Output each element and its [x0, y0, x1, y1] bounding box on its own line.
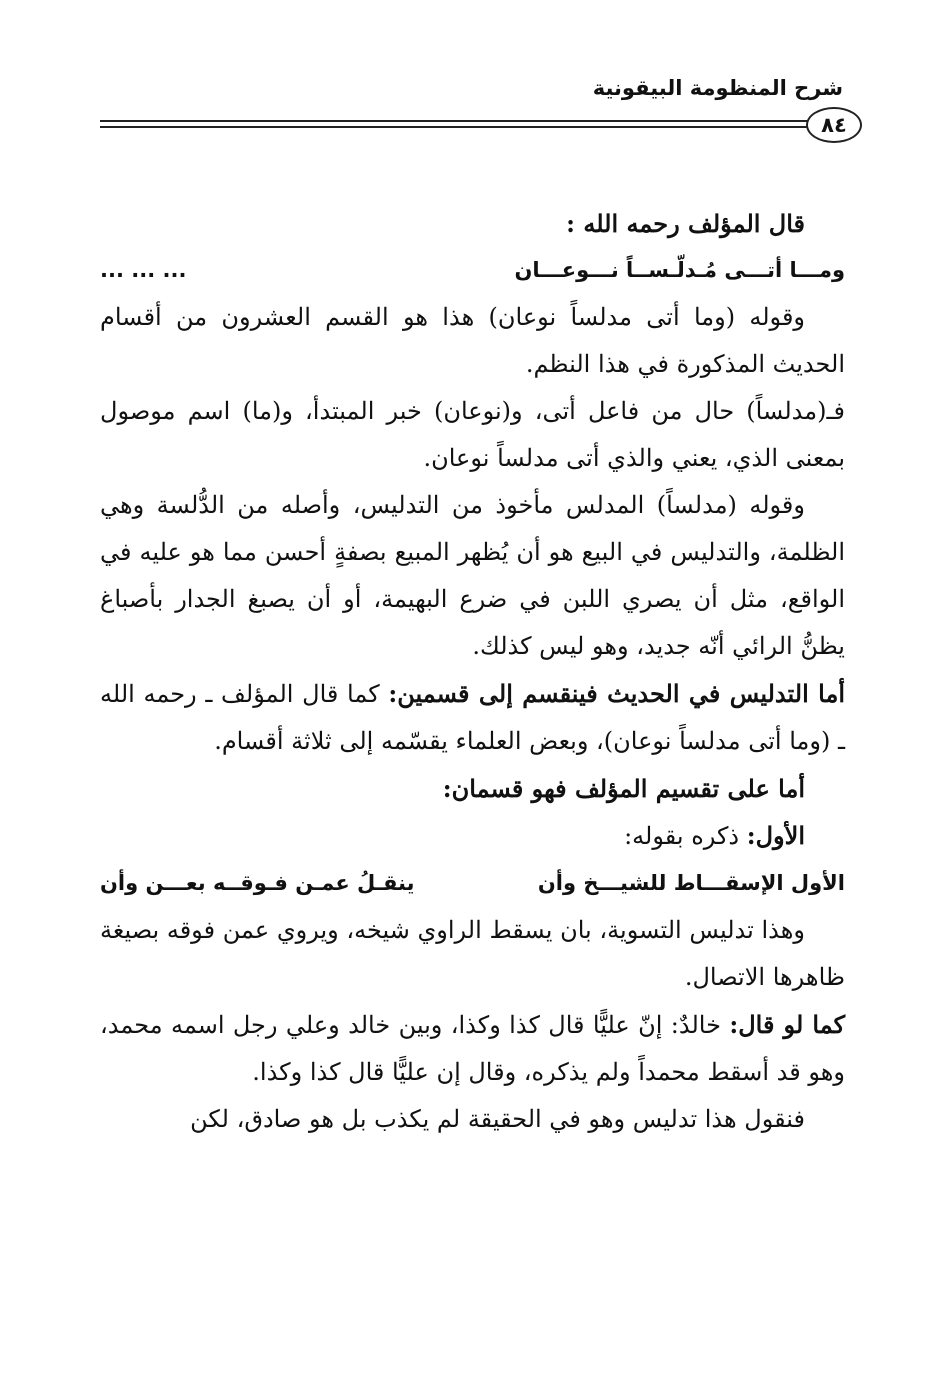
verse-2-second-hemistich: ينقـلُ عمـن فـوقــه بعـــن وأن — [100, 871, 415, 895]
paragraph-4: وقوله (مدلساً) المدلس مأخوذ من التدليس، وأصله من الدُّلسة وهي الظلمة، والتدليس في البيع هو أن يُظهر المبيع بصفةٍ أحسن مما هو عليه في الواقع، مثل أن يصري اللبن في ضرع البهيمة، أو أن يصبغ الجدار بأصباغ يظنُّ الرائي أنّه جديد، وهو ليس كذلك. — [100, 491, 845, 660]
page-number: ٨٤ — [806, 107, 862, 143]
paragraph-2: وقوله (وما أتى مدلساً نوعان) هذا هو القسم العشرون من أقسام الحديث المذكورة في هذا النظم. — [100, 303, 845, 378]
header-rule-bottom — [100, 126, 840, 128]
author-intro: قال المؤلف رحمه الله : — [566, 209, 805, 238]
paragraph-3: فـ(مدلساً) حال من فاعل أتى، و(نوعان) خبر المبتدأ، و(ما) اسم موصول بمعنى الذي، يعني والذي أتى مدلساً نوعان. — [100, 397, 845, 472]
book-title: شرح المنظومة البيقونية — [592, 76, 843, 100]
paragraph-6: أما على تقسيم المؤلف فهو قسمان: — [442, 774, 805, 803]
paragraph-7-text: ذكره بقوله: — [624, 822, 747, 850]
paragraph-10: فنقول هذا تدليس وهو في الحقيقة لم يكذب بل هو صادق، لكن — [190, 1105, 805, 1133]
paragraph-9-heading: كما لو قال: — [729, 1010, 845, 1039]
page-body — [100, 200, 845, 1143]
verse-line-2 — [100, 860, 845, 907]
paragraph-8: وهذا تدليس التسوية، بان يسقط الراوي شيخه، ويروي عمن فوقه بصيغة ظاهرها الاتصال. — [100, 916, 845, 991]
paragraph-7-heading: الأول: — [746, 821, 805, 850]
paragraph-5-text: كما قال المؤلف ـ رحمه الله ـ (وما أتى مدلساً نوعان)، وبعض العلماء يقسّمه إلى ثلاثة أقسام. — [100, 680, 845, 755]
verse-1-first-hemistich: ... ... ... — [100, 258, 187, 282]
paragraph-5-heading: أما التدليس في الحديث فينقسم إلى قسمين: — [388, 679, 845, 708]
paragraph-9 — [100, 1001, 845, 1096]
paragraph-9-text: خالدٌ: إنّ عليًّا قال كذا وكذا، وبين خالد وعلي رجل اسمه محمد، وهو قد أسقط محمداً ولم يذكره، وقال إن عليًّا قال كذا وكذا. — [100, 1011, 845, 1086]
verse-2-first-hemistich: الأول الإسقـــاط للشيـــخ وأن — [537, 871, 845, 895]
verse-1-second-hemistich: ومـــا أتـــى مُـدلّـســاً نـــوعـــان — [514, 258, 845, 282]
header-rule-top — [100, 120, 840, 122]
paragraph-5 — [100, 670, 845, 765]
verse-line-1 — [100, 247, 845, 294]
paragraph-7 — [100, 812, 845, 860]
